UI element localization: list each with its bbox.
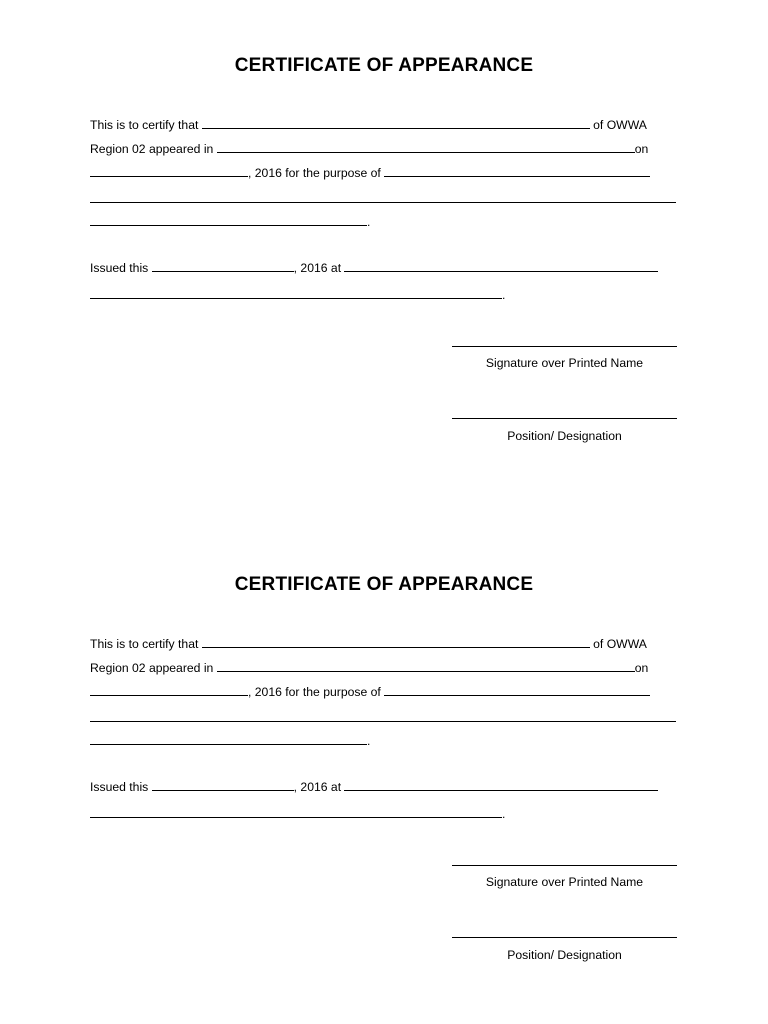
signature-label: Signature over Printed Name — [485, 875, 644, 889]
certify-prefix: This is to certify that — [90, 118, 199, 132]
issued-end-line — [90, 285, 505, 303]
certify-line — [90, 115, 647, 133]
issued-middle: , 2016 at — [293, 261, 342, 275]
position-rule[interactable] — [452, 937, 677, 938]
issued-end-line — [90, 804, 505, 822]
certify-suffix: of OWWA — [593, 637, 647, 651]
purpose-period: . — [367, 734, 371, 748]
name-blank[interactable] — [202, 634, 590, 648]
date-blank[interactable] — [90, 163, 248, 177]
issued-date-blank[interactable] — [152, 777, 294, 791]
issued-prefix: Issued this — [90, 780, 149, 794]
purpose-end-line — [90, 731, 370, 749]
certificate-form-2 — [0, 519, 768, 962]
certificate-title: CERTIFICATE OF APPEARANCE — [234, 55, 534, 76]
purpose-continuation-rule[interactable] — [90, 721, 676, 722]
issued-place-end-blank[interactable] — [90, 285, 502, 299]
appeared-line — [90, 658, 648, 676]
signature-rule[interactable] — [452, 346, 677, 347]
purpose-end-line — [90, 212, 370, 230]
issued-date-blank[interactable] — [152, 258, 294, 272]
certify-prefix: This is to certify that — [90, 637, 199, 651]
venue-blank[interactable] — [217, 658, 635, 672]
date-blank[interactable] — [90, 682, 248, 696]
issued-period: . — [502, 288, 506, 302]
issued-place-blank[interactable] — [344, 258, 658, 272]
certificate-form-1 — [0, 0, 768, 443]
issued-line — [90, 258, 658, 276]
appeared-suffix: on — [634, 661, 649, 675]
venue-blank[interactable] — [217, 139, 635, 153]
date-purpose-text: , 2016 for the purpose of — [248, 685, 381, 699]
date-purpose-line — [90, 682, 650, 700]
signature-rule[interactable] — [452, 865, 677, 866]
issued-period: . — [502, 807, 506, 821]
purpose-continuation-rule[interactable] — [90, 202, 676, 203]
position-label: Position/ Designation — [507, 948, 622, 962]
name-blank[interactable] — [202, 115, 590, 129]
purpose-blank[interactable] — [384, 163, 650, 177]
purpose-end-blank[interactable] — [90, 731, 367, 745]
certificate-title: CERTIFICATE OF APPEARANCE — [234, 574, 534, 595]
issued-place-blank[interactable] — [344, 777, 658, 791]
signature-label: Signature over Printed Name — [485, 356, 644, 370]
certify-suffix: of OWWA — [593, 118, 647, 132]
purpose-blank[interactable] — [384, 682, 650, 696]
issued-place-end-blank[interactable] — [90, 804, 502, 818]
certify-line — [90, 634, 647, 652]
appeared-prefix: Region 02 appeared in — [90, 142, 214, 156]
position-rule[interactable] — [452, 418, 677, 419]
purpose-period: . — [367, 215, 371, 229]
issued-line — [90, 777, 658, 795]
issued-middle: , 2016 at — [293, 780, 342, 794]
position-label: Position/ Designation — [507, 429, 622, 443]
purpose-end-blank[interactable] — [90, 212, 367, 226]
issued-prefix: Issued this — [90, 261, 149, 275]
appeared-line — [90, 139, 648, 157]
appeared-prefix: Region 02 appeared in — [90, 661, 214, 675]
date-purpose-line — [90, 163, 650, 181]
appeared-suffix: on — [634, 142, 649, 156]
date-purpose-text: , 2016 for the purpose of — [248, 166, 381, 180]
